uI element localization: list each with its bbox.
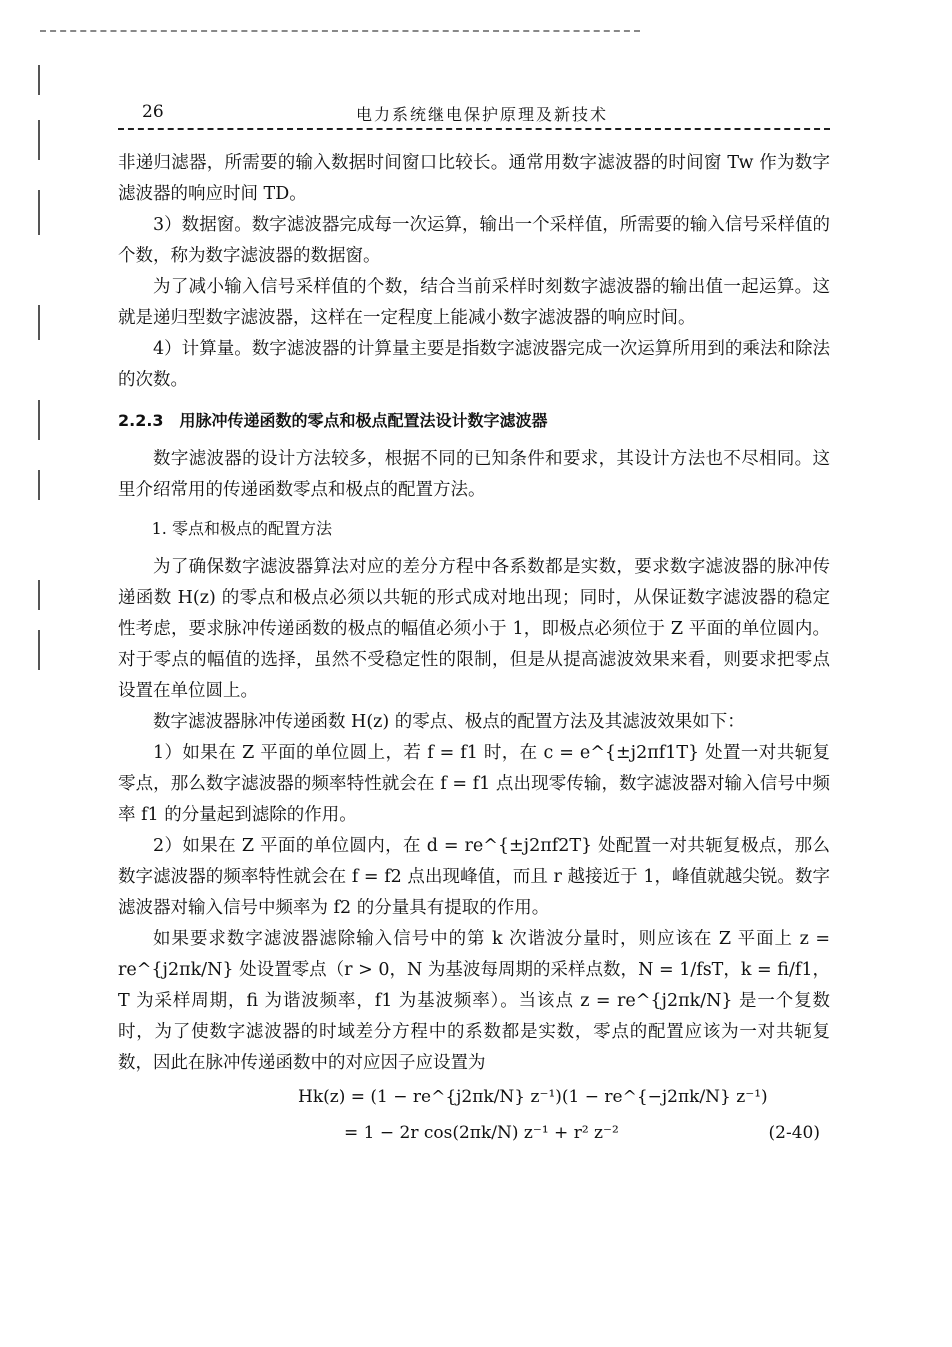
page-number: 26 — [142, 102, 164, 122]
scan-margin-mark — [38, 190, 40, 235]
scan-margin-mark — [38, 400, 40, 440]
page-body — [118, 148, 830, 1151]
scan-margin-mark — [38, 630, 40, 670]
paragraph: 4）计算量。数字滤波器的计算量主要是指数字滤波器完成一次运算所用到的乘法和除法的次数。 — [118, 339, 830, 390]
running-title: 电力系统继电保护原理及新技术 — [356, 105, 609, 124]
equation-text: Hk(z) = (1 − re^{j2πk/N} z⁻¹)(1 − re^{−j2πk/N} z⁻¹) — [298, 1087, 768, 1107]
paragraph: 非递归滤器，所需要的输入数据时间窗口比较长。通常用数字滤波器的时间窗 Tw 作为数字滤波器的响应时间 TD。 — [118, 153, 830, 204]
paragraph: 数字滤波器脉冲传递函数 H(z) 的零点、极点的配置方法及其滤波效果如下： — [153, 712, 745, 732]
paragraph: 2）如果在 Z 平面的单位圆内，在 d = re^{±j2πf2T} 处配置一对共轭复极点，那么数字滤波器的频率特性就会在 f = f2 点出现峰值，而且 r 越接近于 1，峰值就越尖锐。数字滤波器对输入信号中频率为 f2 的分量具有提取的作用。 — [118, 836, 830, 918]
paragraph: 为了减小输入信号采样值的个数，结合当前采样时刻数字滤波器的输出值一起运算。这就是递归型数字滤波器，这样在一定程度上能减小数字滤波器的响应时间。 — [118, 277, 830, 328]
equation-number: (2-40) — [768, 1123, 820, 1143]
scan-margin-mark — [38, 65, 40, 95]
subsection-heading: 1. 零点和极点的配置方法 — [151, 519, 332, 538]
scan-margin-mark — [38, 580, 40, 610]
section-heading: 2.2.3 用脉冲传递函数的零点和极点配置法设计数字滤波器 — [118, 411, 548, 430]
header-rule — [118, 128, 830, 130]
page-header — [118, 98, 830, 128]
paragraph: 数字滤波器的设计方法较多，根据不同的已知条件和要求，其设计方法也不尽相同。这里介绍常用的传递函数零点和极点的配置方法。 — [118, 449, 830, 500]
scan-edge-mark — [40, 30, 640, 32]
scan-margin-mark — [38, 470, 40, 500]
paragraph: 为了确保数字滤波器算法对应的差分方程中各系数都是实数，要求数字滤波器的脉冲传递函数 H(z) 的零点和极点必须以共轭的形式成对地出现；同时，从保证数字滤波器的稳定性考虑，要求脉冲传递函数的极点的幅值必须小于 1，即极点必须位于 Z 平面的单位圆内。对于零点的幅值的选择，虽然不受稳定性的限制，但是从提高滤波效果来看，则要求把零点设置在单位圆上。 — [118, 557, 830, 701]
paragraph: 3）数据窗。数字滤波器完成每一次运算，输出一个采样值，所需要的输入信号采样值的个数，称为数字滤波器的数据窗。 — [118, 215, 830, 266]
paragraph: 如果要求数字滤波器滤除输入信号中的第 k 次谐波分量时，则应该在 Z 平面上 z = re^{j2πk/N} 处设置零点（r > 0，N 为基波每周期的采样点数，N = 1/fsT，k = fi/f1，T 为采样周期，fi 为谐波频率，f1 为基波频率）。当该点 z = re^{j2πk/N} 是一个复数时，为了使数字滤波器的时域差分方程中的系数都是实数，零点的配置应该为一对共轭复数，因此在脉冲传递函数中的对应因子应设置为 — [118, 929, 830, 1073]
scan-margin-mark — [38, 305, 40, 340]
scan-margin-mark — [38, 120, 40, 160]
equation-line — [118, 1115, 830, 1151]
equation-line — [118, 1079, 830, 1115]
paragraph: 1）如果在 Z 平面的单位圆上，若 f = f1 时，在 c = e^{±j2πf1T} 处置一对共轭复零点，那么数字滤波器的频率特性就会在 f = f1 点出现零传输，数字滤波器对输入信号中频率 f1 的分量起到滤除的作用。 — [118, 743, 830, 825]
equation-text: = 1 − 2r cos(2πk/N) z⁻¹ + r² z⁻² — [344, 1123, 619, 1143]
